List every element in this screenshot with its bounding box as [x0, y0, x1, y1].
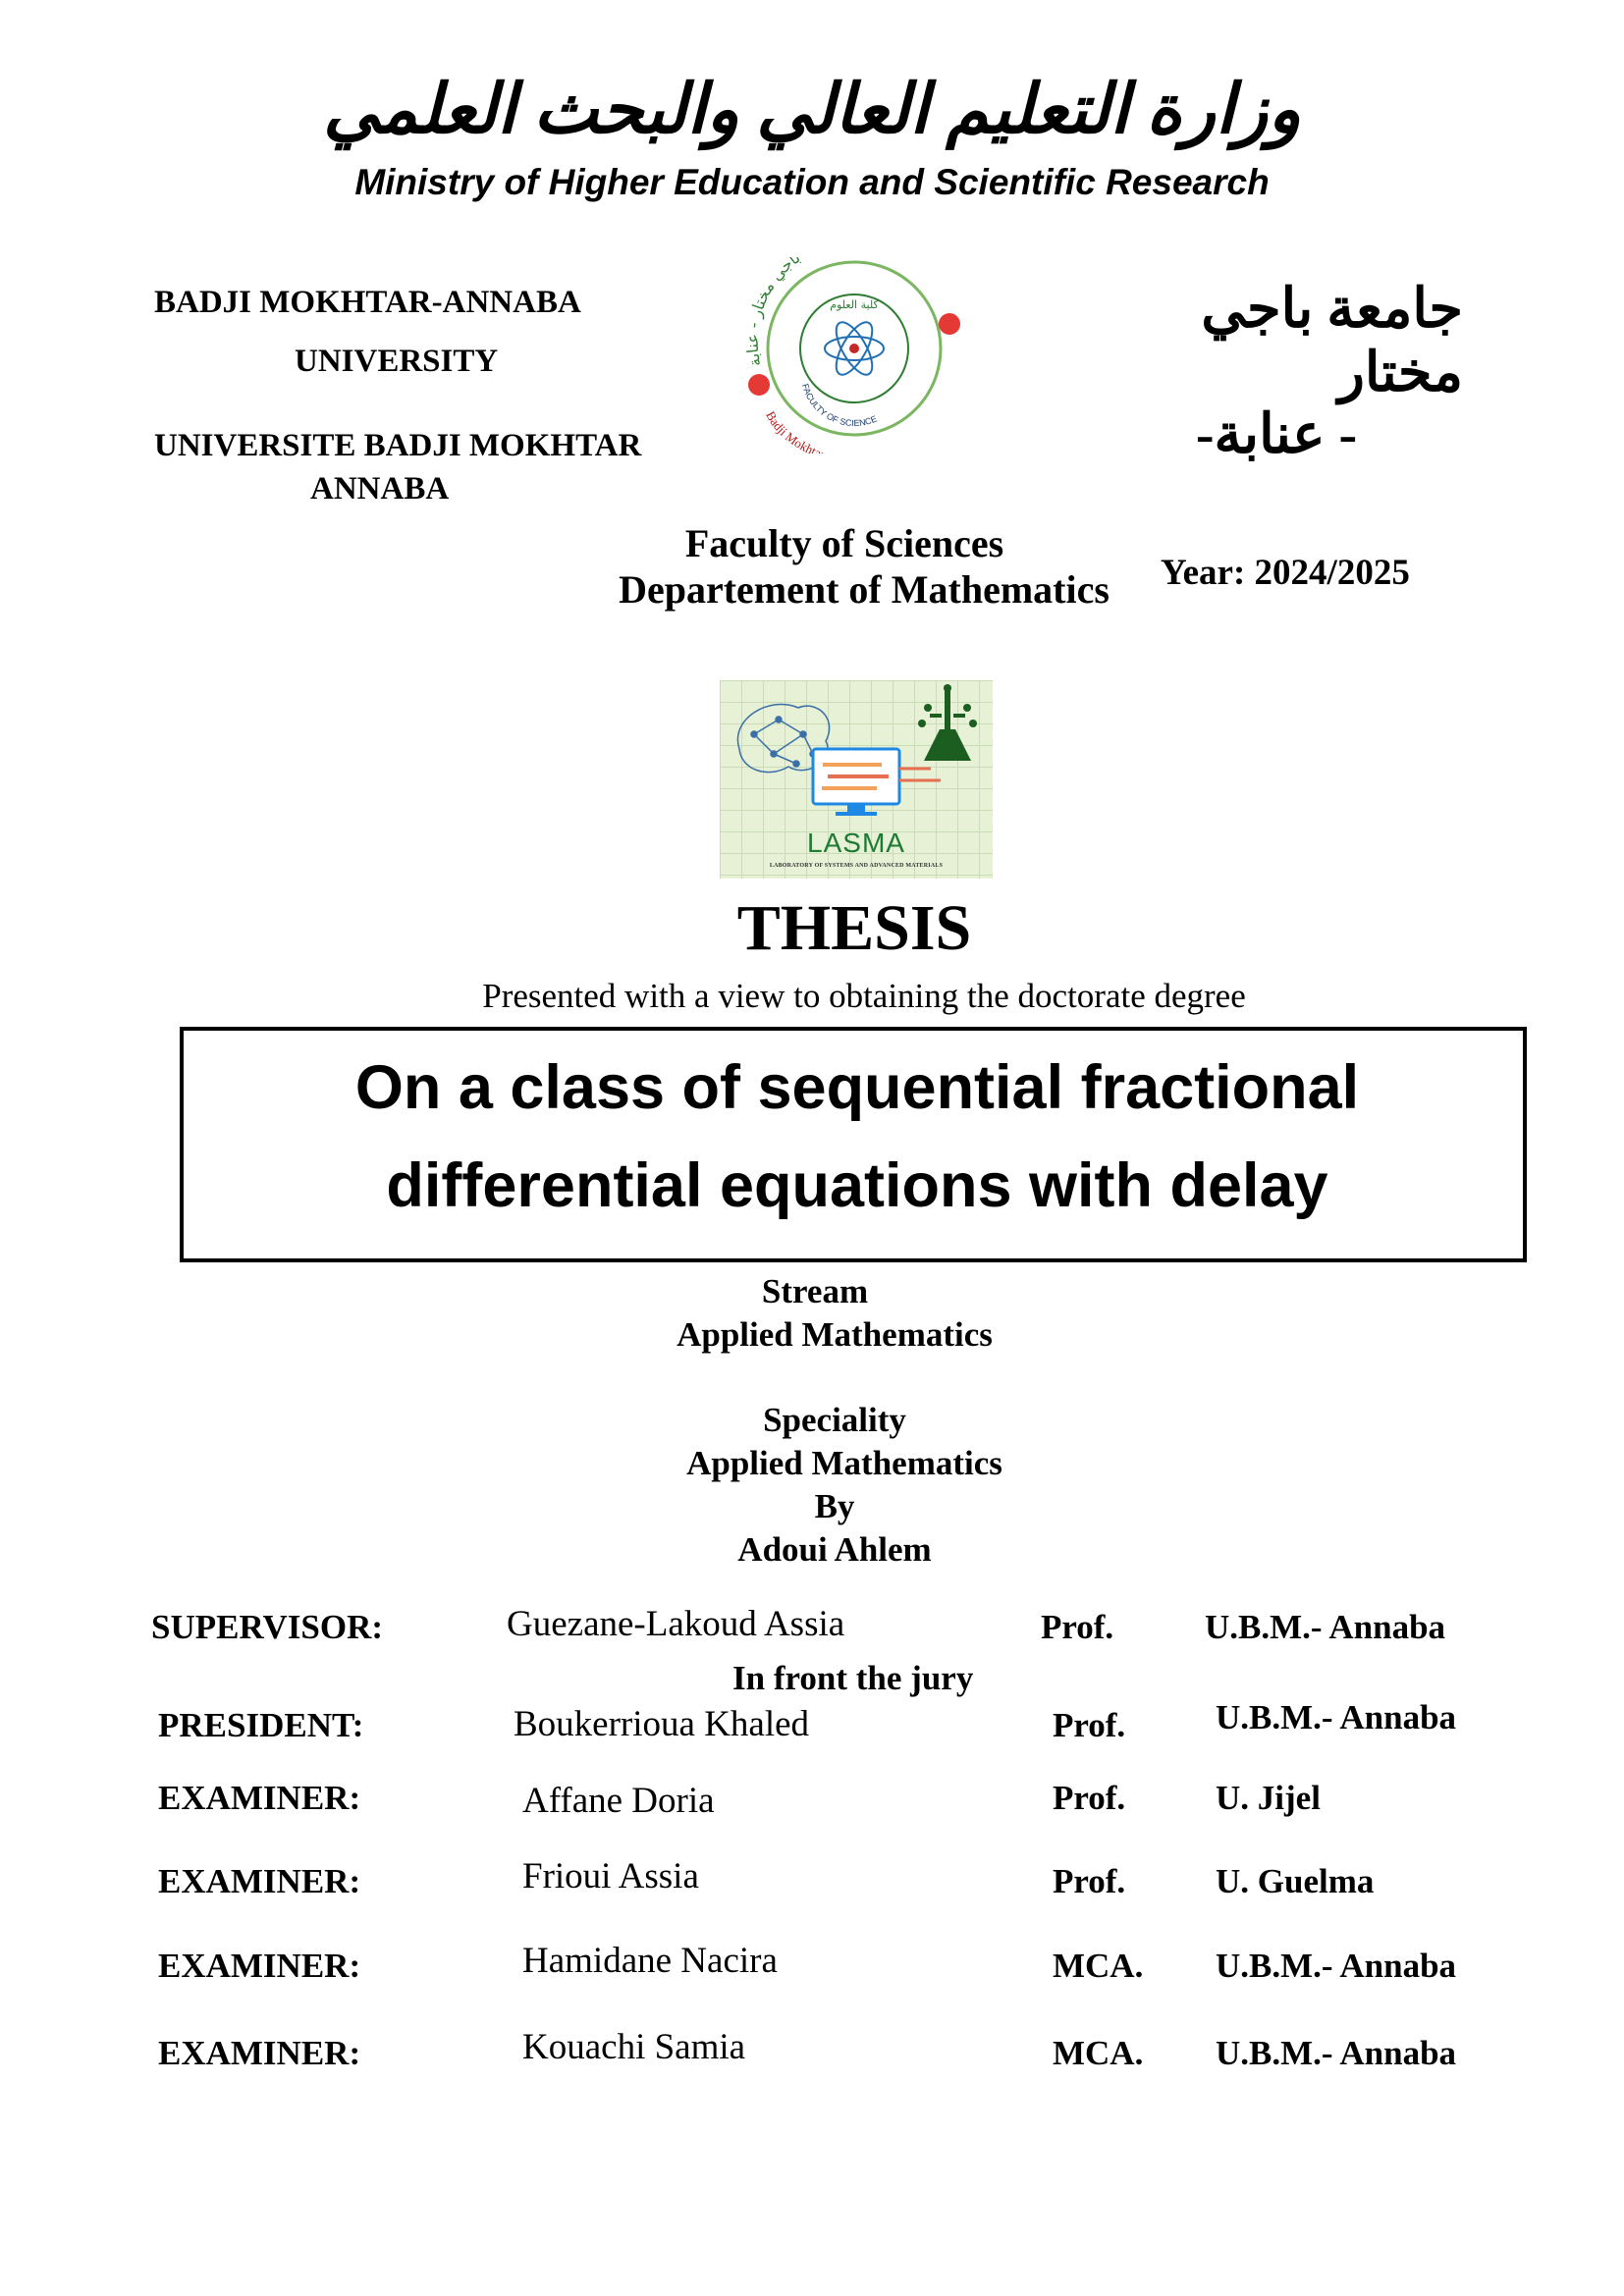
thesis-title-line2: differential equations with delay	[386, 1151, 1328, 1220]
jury-role: EXAMINER:	[158, 2034, 361, 2072]
faculty-seal-logo	[722, 257, 997, 454]
university-fr-line2: ANNABA	[310, 471, 450, 507]
author-name: Adoui Ahlem	[737, 1530, 932, 1569]
supervisor-institution: U.B.M.- Annaba	[1205, 1608, 1446, 1646]
jury-rank: Prof.	[1053, 1862, 1126, 1900]
speciality-label: Speciality	[763, 1401, 906, 1439]
stream-value: Applied Mathematics	[677, 1315, 993, 1354]
supervisor-name: Guezane-Lakoud Assia	[507, 1604, 845, 1644]
university-arabic-line1: جامعة باجي مختار	[1201, 279, 1463, 403]
supervisor-role: SUPERVISOR:	[151, 1608, 384, 1646]
ministry-arabic-title: وزارة التعليم العالي والبحث العلمي	[323, 73, 1301, 148]
seal-inner-arabic: كلية العلوم	[830, 298, 879, 311]
jury-role: EXAMINER:	[158, 1779, 361, 1817]
jury-name: Hamidane Nacira	[522, 1941, 778, 1981]
jury-role: EXAMINER:	[158, 1947, 361, 1985]
jury-rank: Prof.	[1053, 1779, 1126, 1817]
computer-monitor-icon	[813, 749, 941, 816]
thesis-title-box	[180, 1027, 1527, 1262]
jury-institution: U.B.M.- Annaba	[1216, 2034, 1457, 2072]
university-en-line1: BADJI MOKHTAR-ANNABA	[154, 285, 581, 320]
flask-tree-icon	[918, 684, 977, 761]
thesis-title-line1: On a class of sequential fractional	[354, 1053, 1360, 1122]
jury-institution: U.B.M.- Annaba	[1216, 1947, 1457, 1985]
speciality-value: Applied Mathematics	[686, 1444, 1002, 1482]
seal-faculty-arc: FACULTY OF SCIENCE	[800, 382, 879, 429]
ministry-english-title: Ministry of Higher Education and Scientific Research	[354, 162, 1270, 202]
university-arabic-line2: - عنابة-	[1195, 404, 1358, 465]
jury-role: PRESIDENT:	[158, 1706, 364, 1744]
presented-statement: Presented with a view to obtaining the doctorate degree	[482, 977, 1246, 1015]
lasma-logo-name: LASMA	[807, 828, 905, 858]
jury-rank: MCA.	[1053, 1947, 1144, 1985]
university-fr-line1: UNIVERSITE BADJI MOKHTAR	[154, 428, 642, 463]
stream-label: Stream	[761, 1272, 869, 1310]
university-en-line2: UNIVERSITY	[295, 344, 499, 379]
department-name: Departement of Mathematics	[619, 567, 1110, 612]
jury-rank: MCA.	[1053, 2034, 1144, 2072]
supervisor-rank: Prof.	[1041, 1608, 1114, 1646]
jury-name: Affane Doria	[522, 1781, 715, 1821]
lasma-lab-logo	[720, 680, 993, 879]
jury-rank: Prof.	[1053, 1706, 1126, 1744]
academic-year: Year: 2024/2025	[1161, 553, 1410, 593]
jury-institution: U. Guelma	[1216, 1862, 1375, 1900]
jury-name: Kouachi Samia	[522, 2027, 746, 2067]
lasma-logo-subtitle: LABORATORY OF SYSTEMS AND ADVANCED MATERIALS	[769, 863, 944, 869]
seal-university-arc: Badji Mokhta	[763, 408, 824, 454]
jury-label: In front the jury	[732, 1659, 974, 1697]
seal-arabic-arc: اجي مختار - عنابة	[742, 257, 800, 369]
jury-name: Frioui Assia	[522, 1856, 699, 1896]
jury-institution: U. Jijel	[1216, 1779, 1321, 1817]
jury-name: Boukerrioua Khaled	[514, 1704, 810, 1744]
faculty-name: Faculty of Sciences	[684, 521, 1004, 565]
jury-role: EXAMINER:	[158, 1862, 361, 1900]
jury-institution: U.B.M.- Annaba	[1216, 1698, 1457, 1736]
thesis-label: THESIS	[736, 892, 972, 964]
by-label: By	[814, 1487, 855, 1525]
